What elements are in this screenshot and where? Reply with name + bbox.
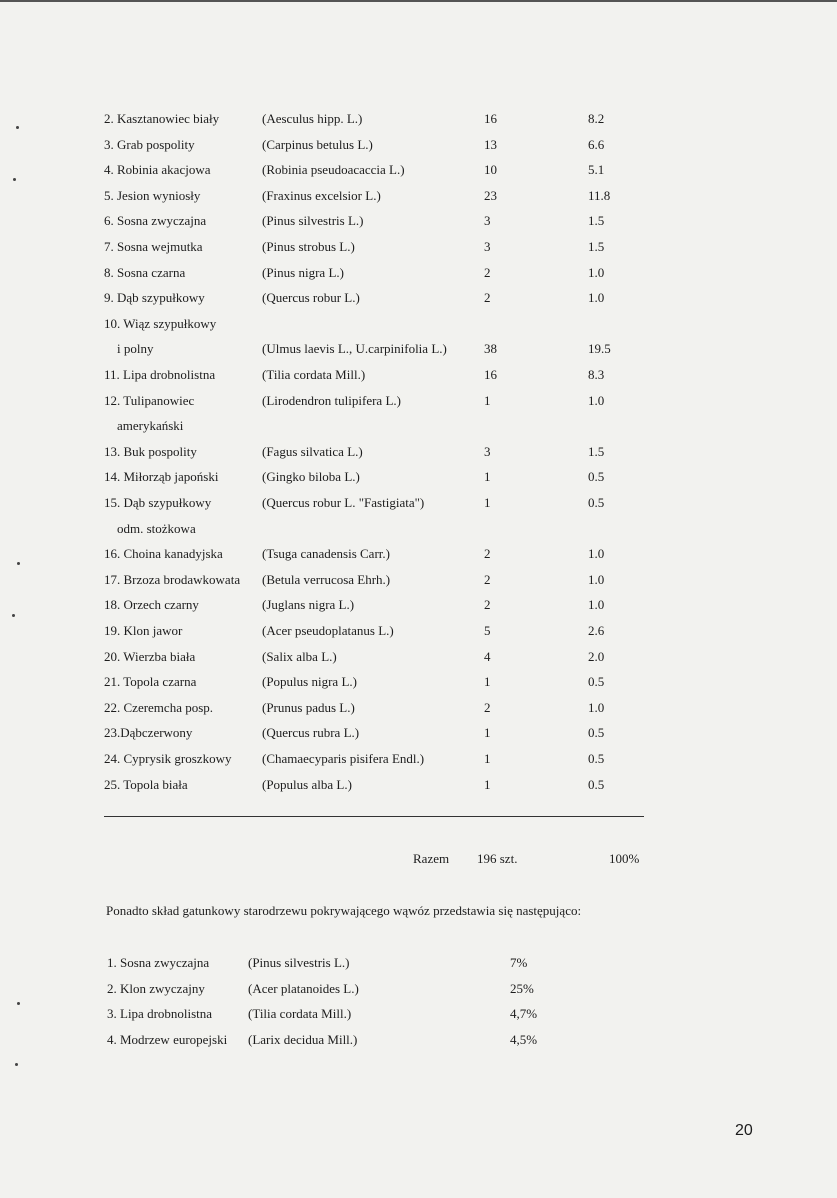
latin-name: (Juglans nigra L.) xyxy=(262,597,355,613)
table-row xyxy=(0,594,837,616)
percent-share: 1.0 xyxy=(588,546,605,562)
table-row xyxy=(0,185,837,207)
tree-count: 1 xyxy=(484,495,491,510)
percent-share: 1.0 xyxy=(588,597,605,613)
latin-name: (Quercus robur L. "Fastigiata") xyxy=(262,495,425,510)
tree-count: 16 xyxy=(484,367,497,382)
species-name: 10. Wiąz szypułkowy xyxy=(104,315,217,331)
percent-share: 8.3 xyxy=(588,367,605,382)
species-name: 11. Lipa drobnolistna xyxy=(104,367,216,382)
tree-count: 2 xyxy=(484,699,491,715)
species-name: 8. Sosna czarna xyxy=(104,264,186,280)
species-name: 14. Miłorząb japoński xyxy=(104,469,219,485)
latin-name: (Fraxinus excelsior L.) xyxy=(262,187,381,203)
table-row xyxy=(0,543,837,565)
species-name: 24. Cyprysik groszkowy xyxy=(104,751,232,766)
table-row xyxy=(0,646,837,668)
percent-share: 1.0 xyxy=(588,571,605,587)
percent-share: 4,5% xyxy=(510,1031,538,1047)
table-row xyxy=(0,518,837,540)
species-name: 15. Dąb szypułkowy xyxy=(104,495,212,510)
tree-count: 38 xyxy=(484,341,497,357)
latin-name: (Quercus rubra L.) xyxy=(262,725,360,741)
percent-share: 4,7% xyxy=(510,1006,538,1022)
latin-name: (Lirodendron tulipifera L.) xyxy=(262,392,401,408)
percent-share: 25% xyxy=(510,980,534,996)
percent-share: 1.0 xyxy=(588,264,605,280)
table-row xyxy=(0,569,837,591)
latin-name: (Aesculus hipp. L.) xyxy=(262,111,363,126)
species-name: 19. Klon jawor xyxy=(104,623,183,638)
scan-speck xyxy=(17,1002,20,1005)
percent-share: 1.5 xyxy=(588,443,605,459)
species-name: 2. Kasztanowiec biały xyxy=(104,111,220,126)
percent-share: 19.5 xyxy=(588,341,611,357)
latin-name: (Populus nigra L.) xyxy=(262,674,357,690)
species-name: 21. Topola czarna xyxy=(104,674,197,690)
percent-share: 5.1 xyxy=(588,162,605,178)
table-row xyxy=(0,159,837,181)
table-row xyxy=(0,774,837,796)
latin-name: (Pinus silvestris L.) xyxy=(248,955,350,970)
tree-count: 1 xyxy=(484,674,491,690)
percent-share: 1.0 xyxy=(588,392,605,408)
species-name: 4. Robinia akacjowa xyxy=(104,162,211,178)
species-name: amerykański xyxy=(117,418,184,434)
percent-share: 1.5 xyxy=(588,213,605,229)
table-row xyxy=(0,134,837,156)
tree-count: 1 xyxy=(484,751,491,766)
tree-count: 2 xyxy=(484,597,491,613)
table-row xyxy=(0,671,837,693)
tree-count: 2 xyxy=(484,546,491,562)
tree-count: 3 xyxy=(484,213,491,229)
scan-speck xyxy=(13,178,16,181)
percent-share: 6.6 xyxy=(588,136,605,152)
tree-count: 2 xyxy=(484,571,491,587)
percent-share: 2.6 xyxy=(588,623,605,638)
table-row xyxy=(0,748,837,770)
latin-name: (Acer pseudoplatanus L.) xyxy=(262,623,394,638)
table-row xyxy=(0,313,837,335)
table-row xyxy=(0,210,837,232)
percent-share: 11.8 xyxy=(588,187,611,203)
species-name: 9. Dąb szypułkowy xyxy=(104,290,205,306)
latin-name: (Quercus robur L.) xyxy=(262,290,360,306)
latin-name: (Chamaecyparis pisifera Endl.) xyxy=(262,751,425,766)
percent-share: 7% xyxy=(510,955,528,970)
species-name: 12. Tulipanowiec xyxy=(104,392,195,408)
page-number: 20 xyxy=(735,1122,753,1139)
latin-name: (Carpinus betulus L.) xyxy=(262,136,373,152)
table-row xyxy=(0,466,837,488)
percent-share: 8.2 xyxy=(588,111,605,126)
species-name: 4. Modrzew europejski xyxy=(107,1031,228,1047)
table-row xyxy=(0,236,837,258)
scan-speck xyxy=(12,614,15,617)
latin-name: (Pinus silvestris L.) xyxy=(262,213,364,229)
percent-share: 0.5 xyxy=(588,751,605,766)
tree-count: 1 xyxy=(484,725,491,741)
list-item xyxy=(0,1029,837,1051)
species-name: 20. Wierzba biała xyxy=(104,648,196,664)
tree-count: 16 xyxy=(484,111,497,126)
species-name: i polny xyxy=(117,341,154,357)
table-row xyxy=(0,492,837,514)
latin-name: (Acer platanoides L.) xyxy=(248,980,359,996)
percent-share: 1.0 xyxy=(588,699,605,715)
table-row xyxy=(0,722,837,744)
species-name: 3. Lipa drobnolistna xyxy=(107,1006,213,1022)
scan-speck xyxy=(15,1063,18,1066)
percent-share: 0.5 xyxy=(588,469,605,485)
table-row xyxy=(0,390,837,412)
tree-count: 10 xyxy=(484,162,497,178)
latin-name: (Betula verrucosa Ehrh.) xyxy=(262,571,391,587)
summary-count: 196 szt. xyxy=(477,851,518,866)
latin-name: (Salix alba L.) xyxy=(262,648,337,664)
tree-count: 3 xyxy=(484,239,491,254)
table-row xyxy=(0,415,837,437)
summary-percent: 100% xyxy=(609,851,640,866)
table-row xyxy=(0,620,837,642)
table-row xyxy=(0,287,837,309)
species-name: 17. Brzoza brodawkowata xyxy=(104,571,241,587)
species-name: 16. Choina kanadyjska xyxy=(104,546,223,562)
species-name: 18. Orzech czarny xyxy=(104,597,199,613)
latin-name: (Pinus nigra L.) xyxy=(262,264,344,280)
species-name: 25. Topola biała xyxy=(104,776,188,792)
percent-share: 0.5 xyxy=(588,674,605,690)
tree-count: 13 xyxy=(484,136,497,152)
tree-count: 23 xyxy=(484,187,497,203)
tree-count: 1 xyxy=(484,392,491,408)
list-item xyxy=(0,952,837,974)
tree-count: 5 xyxy=(484,623,491,638)
table-row xyxy=(0,108,837,130)
latin-name: (Tilia cordata Mill.) xyxy=(248,1006,352,1022)
table-row xyxy=(0,364,837,386)
scan-speck xyxy=(16,126,19,129)
latin-name: (Populus alba L.) xyxy=(262,776,352,792)
latin-name: (Pinus strobus L.) xyxy=(262,239,355,254)
latin-name: (Larix decidua Mill.) xyxy=(248,1031,358,1047)
tree-count: 1 xyxy=(484,776,491,792)
table-row xyxy=(0,441,837,463)
tree-count: 3 xyxy=(484,443,491,459)
intro-paragraph: Ponadto skład gatunkowy starodrzewu pokrywającego wąwóz przedstawia się następująco: xyxy=(106,903,582,918)
table-row xyxy=(0,697,837,719)
species-name: 6. Sosna zwyczajna xyxy=(104,213,207,229)
tree-count: 1 xyxy=(484,469,491,485)
species-name: odm. stożkowa xyxy=(117,520,196,536)
latin-name: (Fagus silvatica L.) xyxy=(262,443,363,459)
tree-count: 2 xyxy=(484,264,491,280)
species-name: 7. Sosna wejmutka xyxy=(104,239,203,254)
species-name: 2. Klon zwyczajny xyxy=(107,980,205,996)
percent-share: 0.5 xyxy=(588,495,605,510)
summary-label: Razem xyxy=(413,851,450,866)
table-row xyxy=(0,338,837,360)
list-item xyxy=(0,978,837,1000)
percent-share: 1.5 xyxy=(588,239,605,254)
species-name: 3. Grab pospolity xyxy=(104,136,195,152)
tree-count: 4 xyxy=(484,648,491,664)
latin-name: (Tsuga canadensis Carr.) xyxy=(262,546,390,562)
species-name: 23.Dąbczerwony xyxy=(104,725,193,741)
table-row xyxy=(0,262,837,284)
table-divider xyxy=(104,816,644,817)
species-name: 5. Jesion wyniosły xyxy=(104,187,201,203)
latin-name: (Gingko biloba L.) xyxy=(262,469,360,485)
species-name: 22. Czeremcha posp. xyxy=(104,699,214,715)
species-name: 13. Buk pospolity xyxy=(104,443,197,459)
latin-name: (Prunus padus L.) xyxy=(262,699,355,715)
scan-speck xyxy=(17,562,20,565)
percent-share: 2.0 xyxy=(588,648,605,664)
latin-name: (Tilia cordata Mill.) xyxy=(262,367,366,382)
tree-count: 2 xyxy=(484,290,491,306)
species-name: 1. Sosna zwyczajna xyxy=(107,955,210,970)
latin-name: (Robinia pseudoacaccia L.) xyxy=(262,162,405,178)
percent-share: 0.5 xyxy=(588,725,605,741)
percent-share: 1.0 xyxy=(588,290,605,306)
latin-name: (Ulmus laevis L., U.carpinifolia L.) xyxy=(262,341,447,357)
percent-share: 0.5 xyxy=(588,776,605,792)
list-item xyxy=(0,1003,837,1025)
